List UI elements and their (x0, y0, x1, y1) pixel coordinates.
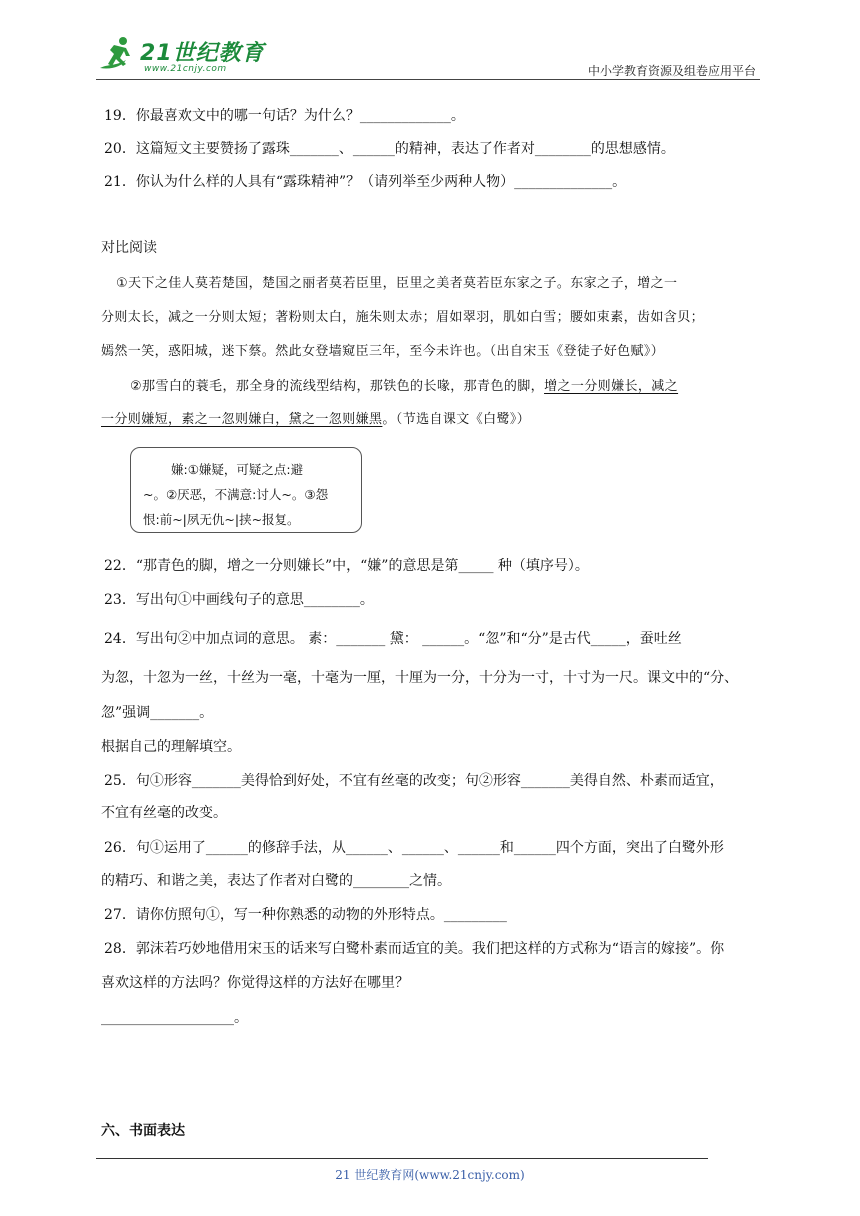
dictionary-note-box (130, 447, 362, 533)
fill-instruction: 根据自己的理解填空。 (101, 739, 241, 755)
section-title-writing: 六、书面表达 (101, 1123, 185, 1139)
footer-text: 21 世纪教育网(www.21cnjy.com) (335, 1168, 525, 1182)
site-logo (96, 34, 266, 78)
passage-2-line-1 (130, 377, 678, 397)
dict-line-1: 嫌:①嫌疑，可疑之点:避 (171, 462, 304, 477)
question-26-line-1: 26．句①运用了______的修辞手法，从______、______、______和______四个方面，突出了白鹭外形 (104, 840, 724, 856)
passage-1-line-3: 嫣然一笑，惑阳城，迷下蔡。然此女登墙窥臣三年，至今未许也。（出自宋玉《登徒子好色赋》） (101, 344, 665, 359)
question-28-line-2: 喜欢这样的方法吗？你觉得这样的方法好在哪里？ (101, 975, 409, 991)
question-24-line-2: 为忽，十忽为一丝，十丝为一毫，十毫为一厘，十厘为一分，十分为一寸，十寸为一尺。课文中的“分、 (101, 670, 739, 686)
question-25-line-2: 不宜有丝毫的改变。 (101, 805, 227, 821)
footer-divider (96, 1158, 708, 1159)
header-divider (96, 79, 760, 80)
section-title-compare: 对比阅读 (101, 240, 157, 256)
question-28-line-1: 28．郭沫若巧妙地借用宋玉的话来写白鹭朴素而适宜的美。我们把这样的方式称为“语言的嫁接”。你 (104, 941, 725, 957)
passage-2-source: 。（节选自课文《白鹭》） (382, 412, 531, 427)
passage-2-text: ②那雪白的蓑毛，那全身的流线型结构，那铁色的长喙，那青色的脚， (130, 379, 545, 394)
question-23: 23．写出句①中画线句子的意思________。 (104, 592, 374, 608)
passage-2-underlined-sentence-cont: 一分则嫌短，素之一忽则嫌白，黛之一忽则嫌黑 (101, 412, 383, 427)
platform-name: 中小学教育资源及组卷应用平台 (587, 64, 756, 78)
question-19: 19．你最喜欢文中的哪一句话？为什么？_____________。 (104, 108, 465, 124)
question-26-line-2: 的精巧、和谐之美，表达了作者对白鹭的________之情。 (101, 873, 451, 889)
question-22: 22．“那青色的脚，增之一分则嫌长”中，“嫌”的意思是第_____ 种（填序号）。 (104, 558, 589, 574)
passage-2-underlined-sentence: 增之一分则嫌长，减之 (544, 379, 679, 394)
question-21: 21．你认为什么样的人具有“露珠精神”？（请列举至少两种人物）______________。 (104, 174, 627, 190)
question-24-line-1: 24．写出句②中加点词的意思。 素：_______ 黛： ______。“忽”和“分”是古代_____，蚕吐丝 (104, 631, 682, 647)
question-20: 20．这篇短文主要赞扬了露珠_______、______的精神，表达了作者对________的思想感情。 (104, 141, 675, 157)
dict-line-3: 恨:前~|夙无仇~|挟~报复。 (143, 512, 300, 527)
question-25-line-1: 25．句①形容_______美得恰到好处，不宜有丝毫的改变；句②形容_______美得自然、朴素而适宜， (104, 773, 724, 789)
logo-text: 21世纪教育 (140, 41, 265, 66)
runner-icon (96, 34, 140, 76)
passage-2-line-2 (101, 410, 530, 430)
passage-1-line-1: ①天下之佳人莫若楚国，楚国之丽者莫若臣里，臣里之美者莫若臣东家之子。东家之子，增之一 (116, 276, 678, 291)
dict-line-2: ~。②厌恶，不满意:讨人~。③怨 (143, 487, 329, 502)
passage-1-line-2: 分则太长，减之一分则太短；著粉则太白，施朱则太赤；眉如翠羽，肌如白雪；腰如束素，齿如含贝； (101, 310, 705, 325)
question-27: 27．请你仿照句①，写一种你熟悉的动物的外形特点。_________ (104, 907, 507, 923)
question-24-line-3: 忽”强调_______。 (101, 705, 214, 721)
question-28-answer-blank: ___________________。 (101, 1010, 248, 1026)
logo-url: www.21cnjy.com (144, 64, 227, 74)
